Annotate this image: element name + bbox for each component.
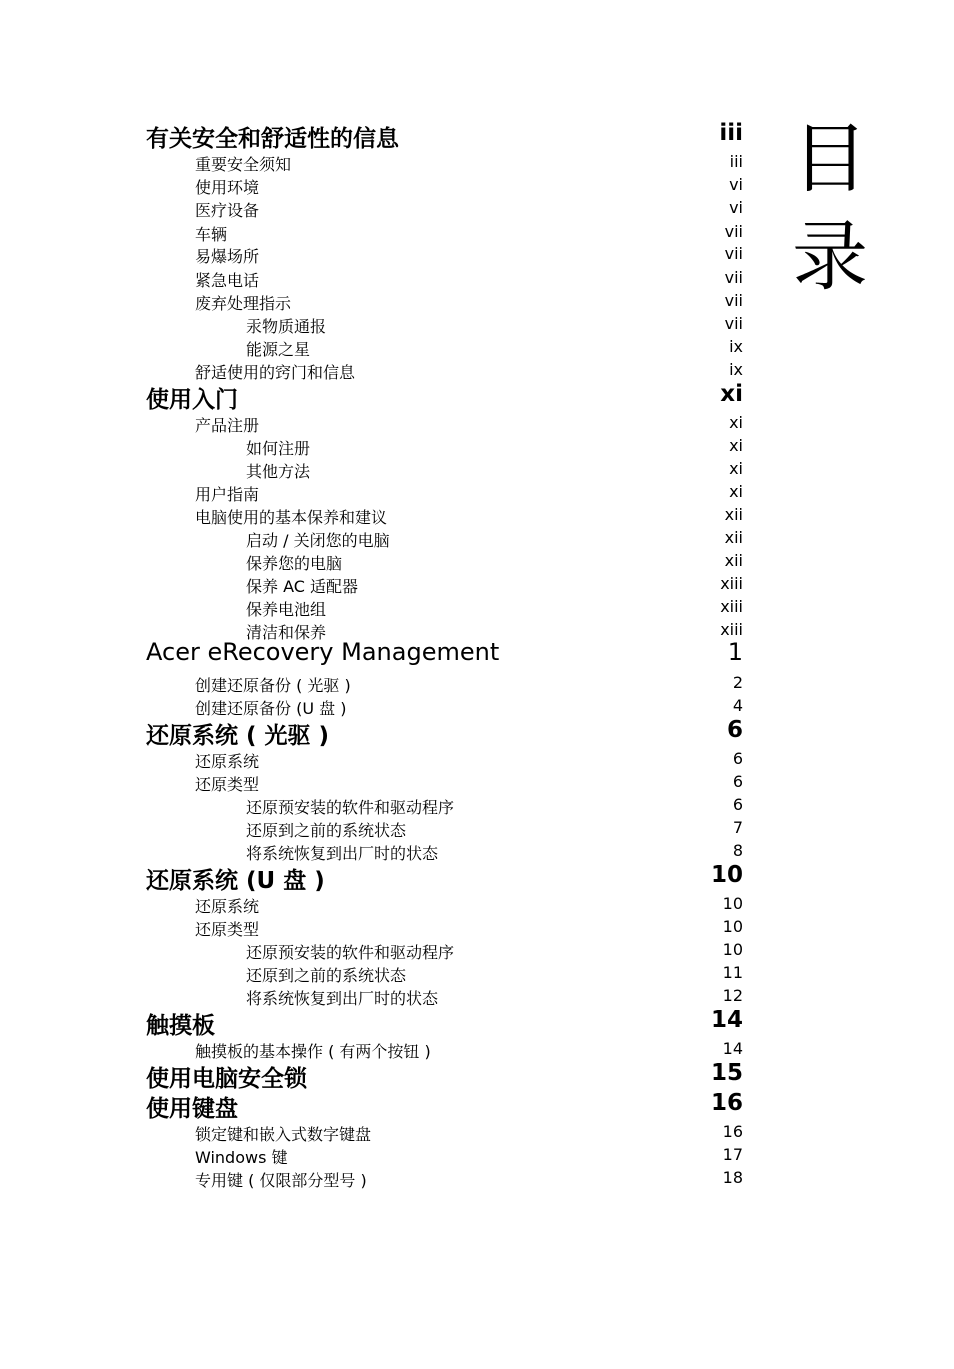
toc-entry-level-1[interactable] [0, 381, 954, 413]
toc-entry-level-3[interactable] [0, 551, 954, 573]
toc-entry-page-number: vii [724, 291, 743, 310]
toc-entry-label: 能源之星 [246, 340, 311, 359]
toc-entry-level-2[interactable] [0, 673, 954, 695]
toc-entry-label: 还原类型 [195, 920, 260, 939]
toc-entry-level-2[interactable] [0, 1122, 954, 1144]
toc-entry-page-number: 17 [722, 1145, 743, 1164]
toc-entry-page-number: 15 [710, 1060, 743, 1086]
toc-entry-level-1[interactable] [0, 638, 954, 670]
toc-entry-level-3[interactable] [0, 314, 954, 336]
toc-entry-label: Windows 键 [195, 1148, 288, 1167]
toc-entry-page-number: xi [729, 413, 743, 432]
toc-entry-level-2[interactable] [0, 894, 954, 916]
toc-entry-page-number: ix [729, 360, 743, 379]
toc-entry-level-3[interactable] [0, 940, 954, 962]
toc-entry-page-number: 14 [710, 1007, 743, 1033]
toc-entry-label: 用户指南 [195, 485, 260, 504]
toc-entry-level-3[interactable] [0, 337, 954, 359]
toc-entry-page-number: 6 [732, 772, 743, 791]
toc-entry-label: 易爆场所 [195, 247, 260, 266]
toc-entry-level-2[interactable] [0, 198, 954, 220]
toc-entry-label: 其他方法 [246, 462, 311, 481]
toc-entry-level-1[interactable] [0, 1090, 954, 1122]
toc-entry-label: 保养 AC 适配器 [246, 577, 359, 596]
toc-entry-label: 还原系统 [195, 752, 260, 771]
toc-entry-level-3[interactable] [0, 436, 954, 458]
toc-entry-page-number: xi [720, 381, 743, 407]
toc-entry-page-number: 7 [732, 818, 743, 837]
toc-entry-label: 废弃处理指示 [195, 294, 292, 313]
toc-entry-page-number: 14 [722, 1039, 743, 1058]
toc-entry-level-3[interactable] [0, 459, 954, 481]
toc-entry-level-2[interactable] [0, 772, 954, 794]
toc-entry-level-2[interactable] [0, 175, 954, 197]
toc-entry-label: 产品注册 [195, 416, 260, 435]
toc-entry-level-3[interactable] [0, 841, 954, 863]
toc-entry-level-3[interactable] [0, 986, 954, 1008]
toc-entry-level-2[interactable] [0, 917, 954, 939]
toc-entry-page-number: iii [729, 152, 743, 171]
toc-entry-page-number: ix [729, 337, 743, 356]
toc-entry-page-number: vi [729, 175, 743, 194]
toc-entry-label: 使用键盘 [146, 1096, 238, 1122]
toc-entry-page-number: 6 [732, 749, 743, 768]
toc-entry-page-number: xii [724, 551, 743, 570]
toc-entry-page-number: 18 [722, 1168, 743, 1187]
toc-entry-page-number: xiii [720, 574, 743, 593]
toc-entry-level-2[interactable] [0, 1145, 954, 1167]
toc-entry-label: Acer eRecovery Management [146, 638, 500, 666]
toc-entry-label: 使用电脑安全锁 [146, 1066, 307, 1092]
toc-entry-label: 触摸板 [146, 1013, 215, 1039]
toc-entry-level-2[interactable] [0, 696, 954, 718]
toc-entry-page-number: 6 [732, 795, 743, 814]
toc-entry-label: 专用键 ( 仅限部分型号 ) [195, 1171, 367, 1190]
toc-entry-label: 触摸板的基本操作 ( 有两个按钮 ) [195, 1042, 431, 1061]
toc-entry-level-3[interactable] [0, 574, 954, 596]
toc-entry-page-number: xii [724, 505, 743, 524]
toc-entry-page-number: 16 [710, 1090, 743, 1116]
toc-entry-page-number: 2 [732, 673, 743, 692]
toc-entry-level-2[interactable] [0, 152, 954, 174]
toc-entry-label: 还原预安装的软件和驱动程序 [246, 798, 455, 817]
toc-entry-page-number: vii [724, 222, 743, 241]
toc-entry-page-number: 8 [732, 841, 743, 860]
toc-entry-page-number: 12 [722, 986, 743, 1005]
toc-entry-label: 锁定键和嵌入式数字键盘 [195, 1125, 372, 1144]
toc-entry-label: 如何注册 [246, 439, 311, 458]
toc-entry-page-number: iii [719, 120, 743, 146]
toc-entry-page-number: xiii [720, 620, 743, 639]
toc-entry-level-2[interactable] [0, 222, 954, 244]
toc-entry-page-number: 10 [722, 894, 743, 913]
toc-entry-label: 清洁和保养 [246, 623, 327, 642]
toc-entry-level-1[interactable] [0, 862, 954, 894]
toc-entry-level-3[interactable] [0, 963, 954, 985]
toc-entry-page-number: xi [729, 482, 743, 501]
toc-entry-level-1[interactable] [0, 1060, 954, 1092]
toc-entry-page-number: vii [724, 244, 743, 263]
chapter-title-char-1: 目 [792, 114, 868, 203]
toc-entry-label: 汞物质通报 [246, 317, 327, 336]
toc-entry-label: 将系统恢复到出厂时的状态 [246, 844, 439, 863]
toc-entry-label: 还原预安装的软件和驱动程序 [246, 943, 455, 962]
toc-entry-label: 车辆 [195, 225, 228, 244]
toc-entry-page-number: 10 [722, 940, 743, 959]
toc-entry-label: 创建还原备份 (U 盘 ) [195, 699, 347, 718]
toc-entry-page-number: vii [724, 314, 743, 333]
toc-entry-page-number: vi [729, 198, 743, 217]
toc-entry-level-2[interactable] [0, 1039, 954, 1061]
toc-entry-page-number: xi [729, 436, 743, 455]
toc-entry-level-2[interactable] [0, 749, 954, 771]
toc-entry-level-2[interactable] [0, 1168, 954, 1190]
toc-entry-label: 舒适使用的窍门和信息 [195, 363, 356, 382]
toc-entry-label: 有关安全和舒适性的信息 [146, 126, 399, 152]
toc-entry-label: 创建还原备份 ( 光驱 ) [195, 676, 351, 695]
toc-entry-label: 保养电池组 [246, 600, 327, 619]
toc-entry-page-number: 10 [722, 917, 743, 936]
toc-entry-page-number: 11 [722, 963, 743, 982]
toc-entry-label: 医疗设备 [195, 201, 260, 220]
toc-entry-level-2[interactable] [0, 360, 954, 382]
toc-entry-label: 还原系统 [195, 897, 260, 916]
chapter-title-char-2: 录 [792, 212, 868, 301]
toc-entry-page-number: 1 [727, 638, 743, 666]
toc-entry-page-number: xiii [720, 597, 743, 616]
toc-entry-page-number: vii [724, 268, 743, 287]
toc-entry-label: 启动 / 关闭您的电脑 [246, 531, 390, 550]
toc-entry-label: 将系统恢复到出厂时的状态 [246, 989, 439, 1008]
toc-entry-level-1[interactable] [0, 120, 954, 152]
toc-entry-label: 还原到之前的系统状态 [246, 966, 407, 985]
toc-entry-label: 使用入门 [146, 387, 238, 413]
toc-entry-page-number: 4 [732, 696, 743, 715]
toc-entry-label: 还原系统 ( 光驱 ) [146, 723, 330, 749]
toc-entry-page-number: 16 [722, 1122, 743, 1141]
toc-entry-label: 紧急电话 [195, 271, 260, 290]
toc-entry-label: 还原类型 [195, 775, 260, 794]
toc-entry-level-3[interactable] [0, 795, 954, 817]
toc-entry-label: 电脑使用的基本保养和建议 [195, 508, 388, 527]
toc-entry-level-3[interactable] [0, 597, 954, 619]
toc-entry-label: 还原系统 (U 盘 ) [146, 868, 325, 894]
toc-entry-label: 保养您的电脑 [246, 554, 343, 573]
toc-entry-page-number: 6 [726, 717, 743, 743]
toc-entry-level-1[interactable] [0, 717, 954, 749]
toc-entry-level-2[interactable] [0, 482, 954, 504]
toc-entry-level-2[interactable] [0, 505, 954, 527]
toc-entry-level-2[interactable] [0, 244, 954, 266]
toc-entry-level-2[interactable] [0, 268, 954, 290]
toc-entry-page-number: xi [729, 459, 743, 478]
toc-entry-page-number: xii [724, 528, 743, 547]
toc-entry-label: 重要安全须知 [195, 155, 292, 174]
toc-entry-level-2[interactable] [0, 291, 954, 313]
toc-entry-level-3[interactable] [0, 818, 954, 840]
toc-entry-level-3[interactable] [0, 528, 954, 550]
toc-entry-level-1[interactable] [0, 1007, 954, 1039]
toc-entry-label: 使用环境 [195, 178, 260, 197]
toc-entry-label: 还原到之前的系统状态 [246, 821, 407, 840]
toc-entry-level-2[interactable] [0, 413, 954, 435]
toc-entry-page-number: 10 [710, 862, 743, 888]
